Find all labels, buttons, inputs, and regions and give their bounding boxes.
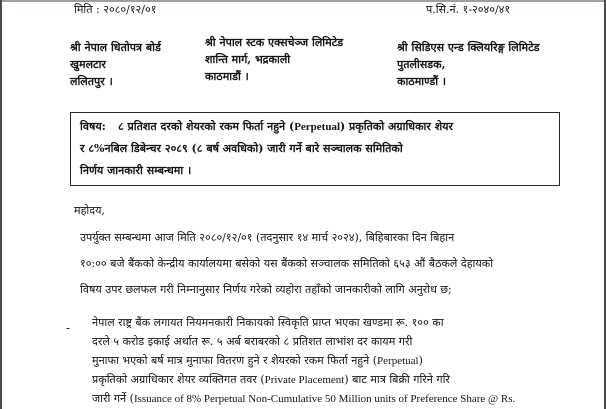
salutation: महोदय, xyxy=(74,204,105,217)
subject-line-1: ८ प्रतिशत दरको शेयरको रकम फिर्ता नहुने (Perpetual) प्रकृतिको अग्राधिकार शेयर xyxy=(118,120,454,133)
subject-label: विषय: xyxy=(80,120,106,133)
recipient-right-city: काठमाण्डौं । xyxy=(397,75,447,88)
bullet-line-5: जारी गर्ने (Issuance of 8% Perpetual Non-Cumulative 50 Million units of Preference Share @ Rs. xyxy=(92,392,516,405)
bullet-line-1: नेपाल राष्ट्र बैंक लगायत नियमनकारी निकायको स्विकृति प्राप्त भएका खण्डमा रू. १०० का xyxy=(92,316,444,329)
recipient-right-name: श्री सिडिएस एन्ड क्लियरिङ्ग लिमिटेड xyxy=(397,41,540,54)
body-line-3: विषय उपर छलफल गरी निम्नानुसार निर्णय गरेको व्यहोरा तहाँको जानकारीको लागि अनुरोध छ; xyxy=(80,283,452,296)
recipient-left-address: खुमलटार xyxy=(70,58,106,71)
recipient-middle-address: शान्ति मार्ग, भद्रकाली xyxy=(205,53,291,66)
recipient-middle-name: श्री नेपाल स्टक एक्सचेञ्ज लिमिटेड xyxy=(205,36,344,49)
bullet-marker: - xyxy=(66,321,71,335)
recipient-left-city: ललितपुर । xyxy=(70,75,113,88)
letter-date: मिति : २०८०/१२/०१ xyxy=(74,3,157,16)
bullet-line-4: प्रकृतिको अग्राधिकार शेयर व्यक्तिगत तवर (Private Placement) बाट मात्र बिक्री गरिने गरि xyxy=(92,373,450,386)
page-top-border xyxy=(0,0,606,2)
recipient-middle-city: काठमाडौं । xyxy=(205,70,249,83)
page-left-border xyxy=(0,0,2,409)
body-line-2: १०:०० बजे बैंकको केन्द्रीय कार्यालयमा बसेको यस बैंकको सञ्चालक समितिको ६५३ औं बैठकले देहायको xyxy=(80,257,494,270)
body-line-1: उपर्युक्त सम्बन्धमा आज मिति २०८०/१२/०१ (तदनुसार १४ मार्च २०२४), बिहिबारका दिन बिहान xyxy=(80,231,455,244)
reference-number: प.सि.नं. १-२०४०/४१ xyxy=(426,3,511,16)
recipient-right-address: पुतलीसडक, xyxy=(397,58,446,71)
recipient-left-name: श्री नेपाल धितोपत्र बोर्ड xyxy=(70,41,161,54)
bullet-line-2: दरले ५ करोड इकाई अर्थात रू. ५ अर्ब बराबरको ८ प्रतिशत लाभांश दर कायम गरी xyxy=(92,335,413,348)
subject-line-2: र ८%नबिल डिबेन्चर २०८९ (८ बर्ष अवधिको) जारी गर्ने बारे सञ्चालक समितिको xyxy=(80,142,403,155)
subject-line-3: निर्णय जानकारी सम्बन्धमा । xyxy=(80,164,192,177)
bullet-line-3: मुनाफा भएको बर्ष मात्र मुनाफा वितरण हुने र शेयरको रकम फिर्ता नहुने (Perpetual) xyxy=(92,354,423,367)
